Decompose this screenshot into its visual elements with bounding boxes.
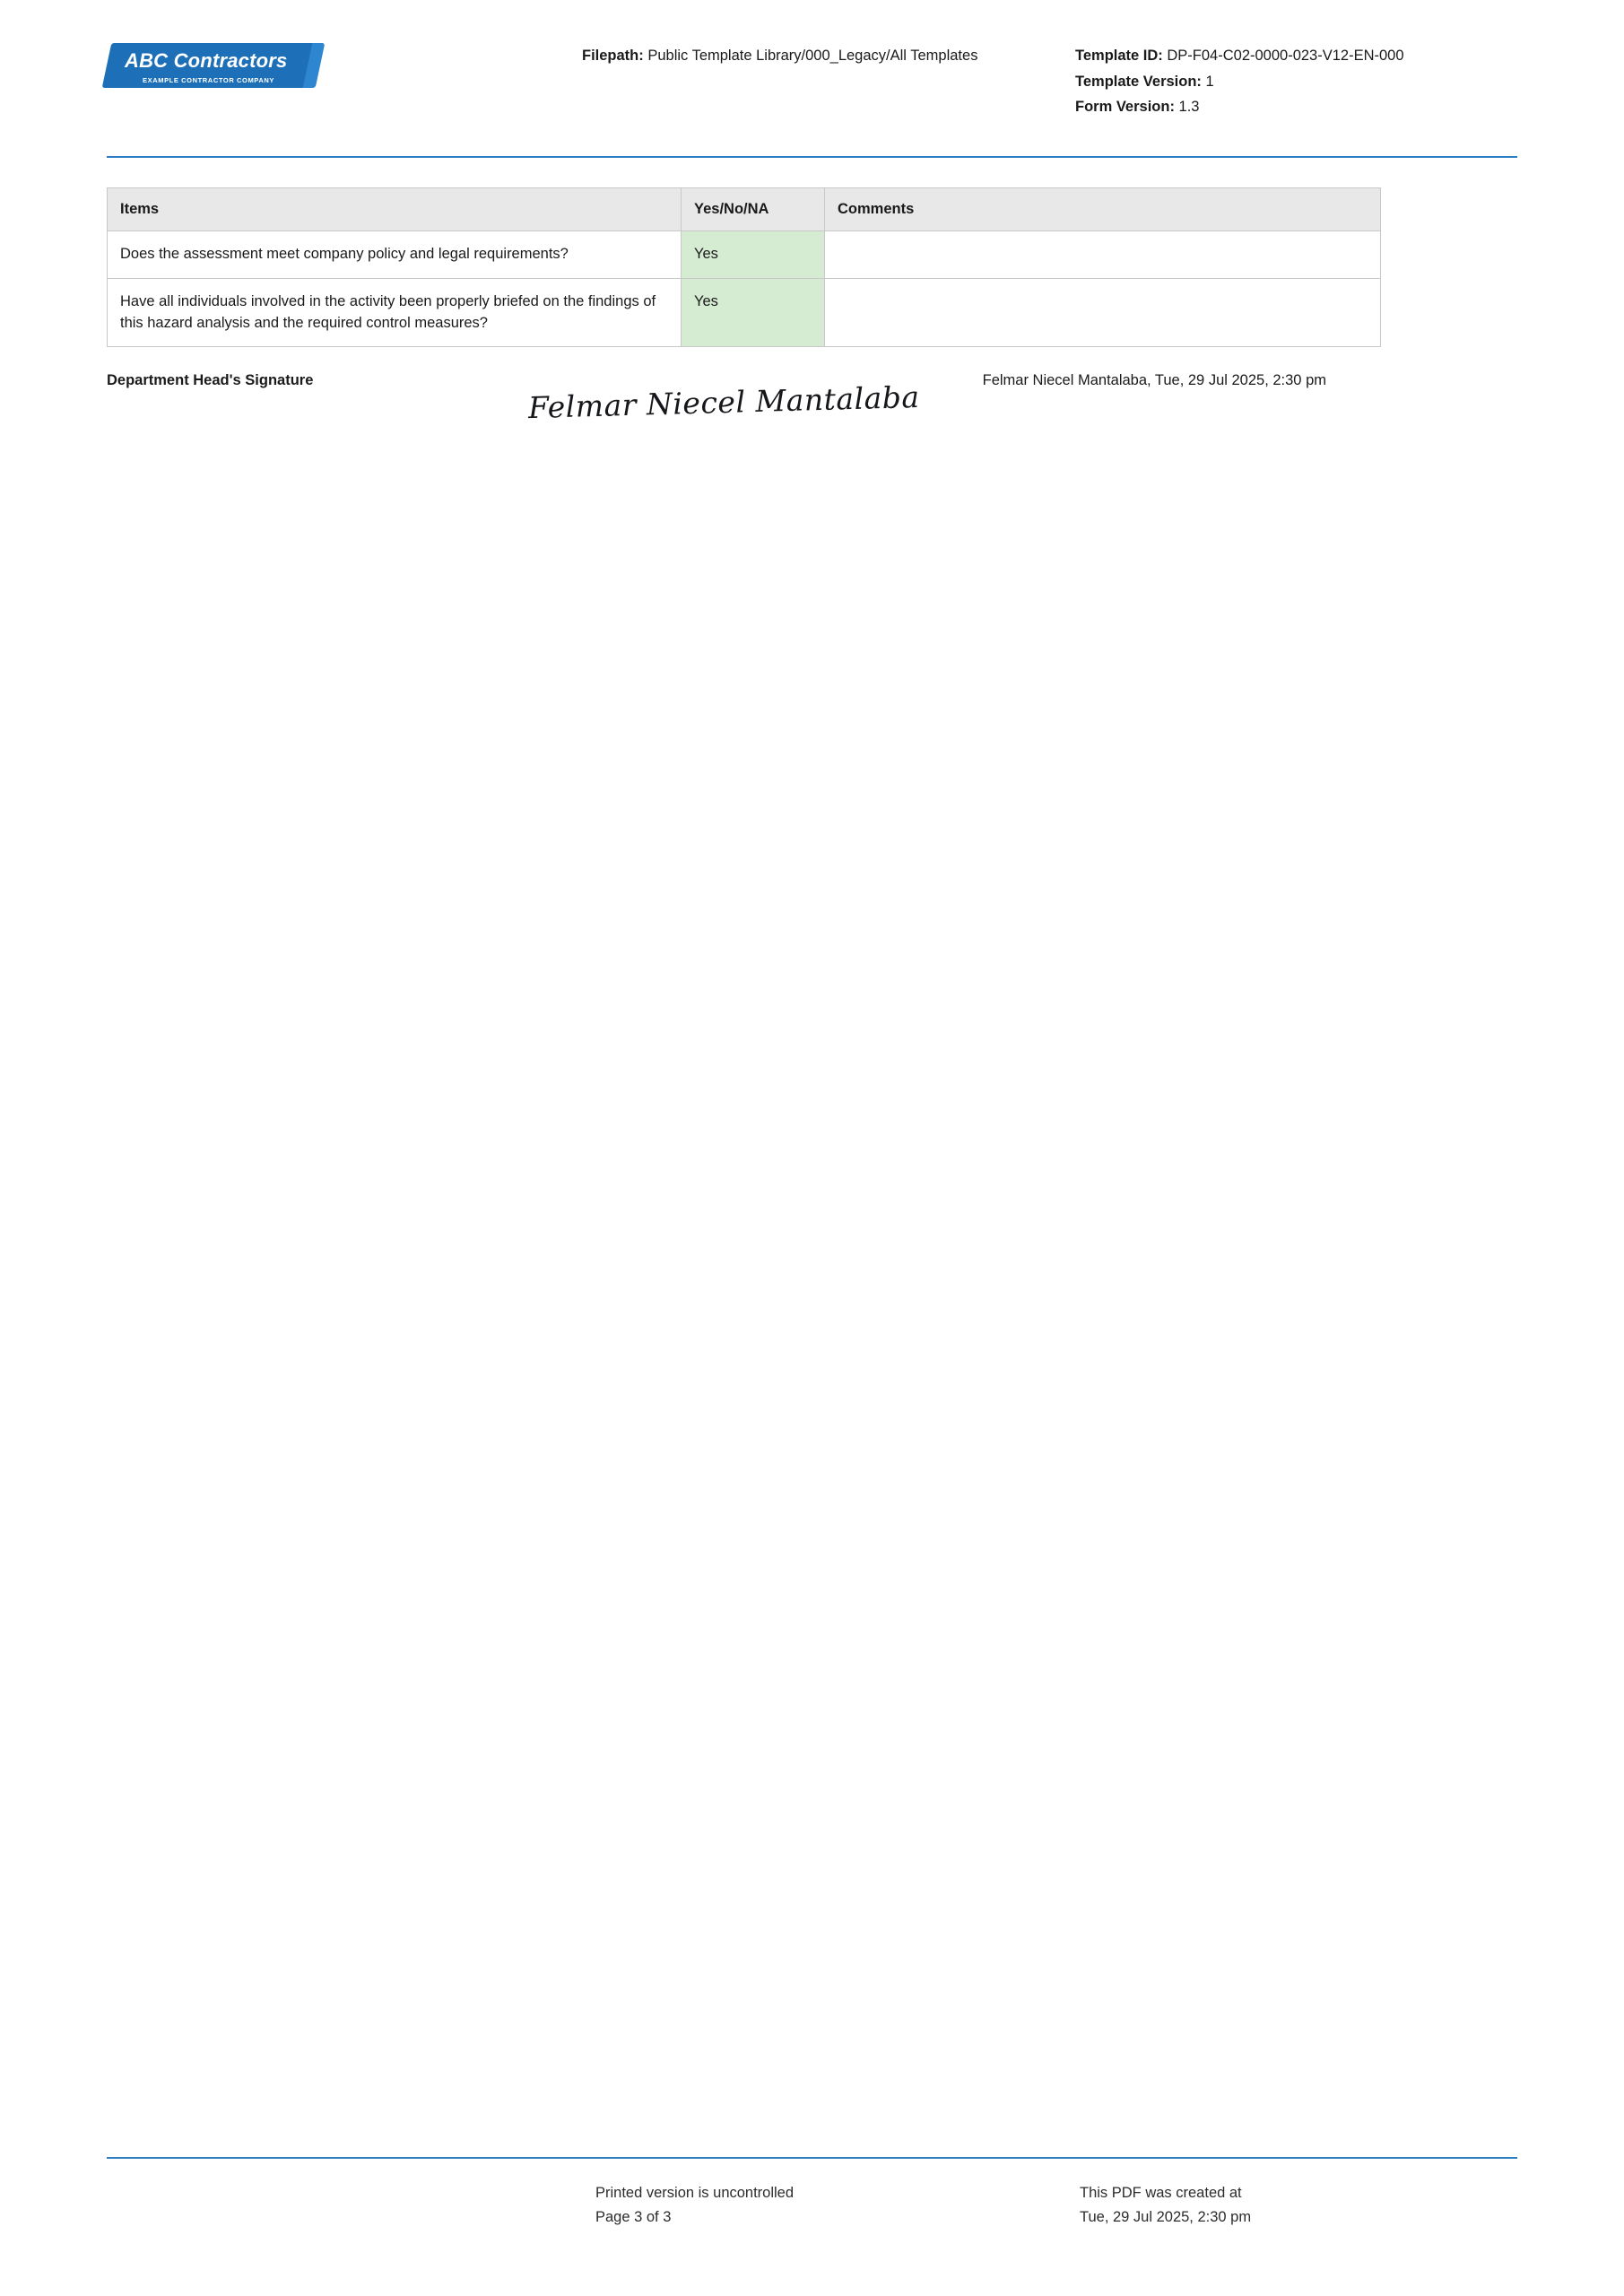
signature-label: Department Head's Signature bbox=[107, 372, 314, 389]
footer-created-timestamp: Tue, 29 Jul 2025, 2:30 pm bbox=[1080, 2209, 1252, 2226]
table-row bbox=[108, 230, 1381, 278]
template-id-label: Template ID: bbox=[1075, 48, 1163, 64]
row-comment-value bbox=[825, 230, 1381, 278]
logo-company-name: ABC Contractors bbox=[125, 49, 288, 72]
filepath-line bbox=[582, 45, 1003, 68]
document-footer bbox=[107, 2157, 1517, 2231]
template-id-value: DP-F04-C02-0000-023-V12-EN-000 bbox=[1167, 48, 1404, 64]
footer-right-block bbox=[1080, 2182, 1510, 2231]
footer-left-block bbox=[595, 2182, 1080, 2231]
checklist-table-wrapper bbox=[107, 187, 1517, 348]
company-logo bbox=[107, 38, 311, 93]
form-version-line bbox=[1075, 96, 1541, 119]
signature-section bbox=[107, 372, 1380, 462]
footer-page-number: Page 3 of 3 bbox=[595, 2209, 672, 2226]
filepath-block bbox=[582, 38, 1003, 71]
row-answer-value: Yes bbox=[682, 278, 825, 347]
footer-divider bbox=[107, 2157, 1517, 2159]
row-comment-value bbox=[825, 278, 1381, 347]
checklist-table bbox=[107, 187, 1381, 348]
form-version-value: 1.3 bbox=[1178, 99, 1200, 116]
header-divider bbox=[107, 156, 1517, 158]
template-version-line bbox=[1075, 71, 1541, 94]
template-id-line bbox=[1075, 45, 1541, 68]
footer-created-label: This PDF was created at bbox=[1080, 2184, 1242, 2201]
table-row bbox=[108, 278, 1381, 347]
logo-column bbox=[107, 38, 582, 93]
row-item-text: Have all individuals involved in the activity been properly briefed on the findings of this hazard analysis and the required control measures? bbox=[108, 278, 682, 347]
filepath-label: Filepath: bbox=[582, 48, 644, 64]
row-item-text: Does the assessment meet company policy and legal requirements? bbox=[108, 230, 682, 278]
document-header bbox=[107, 0, 1517, 122]
footer-columns bbox=[107, 2182, 1517, 2231]
template-meta-block bbox=[1075, 38, 1541, 122]
template-version-label: Template Version: bbox=[1075, 73, 1202, 90]
logo-company-tagline: EXAMPLE CONTRACTOR COMPANY bbox=[143, 76, 274, 84]
row-answer-value: Yes bbox=[682, 230, 825, 278]
signature-name-date: Felmar Niecel Mantalaba, Tue, 29 Jul 2025, 2:30 pm bbox=[982, 372, 1326, 389]
table-header-row bbox=[108, 187, 1381, 230]
column-header-comments: Comments bbox=[825, 187, 1381, 230]
form-version-label: Form Version: bbox=[1075, 99, 1175, 116]
template-version-value: 1 bbox=[1205, 73, 1214, 90]
filepath-value: Public Template Library/000_Legacy/All Templates bbox=[647, 48, 978, 64]
footer-uncontrolled-note: Printed version is uncontrolled bbox=[595, 2184, 795, 2201]
column-header-answer: Yes/No/NA bbox=[682, 187, 825, 230]
signature-mark: Felmar Niecel Mantalaba bbox=[527, 379, 921, 426]
column-header-items: Items bbox=[108, 187, 682, 230]
